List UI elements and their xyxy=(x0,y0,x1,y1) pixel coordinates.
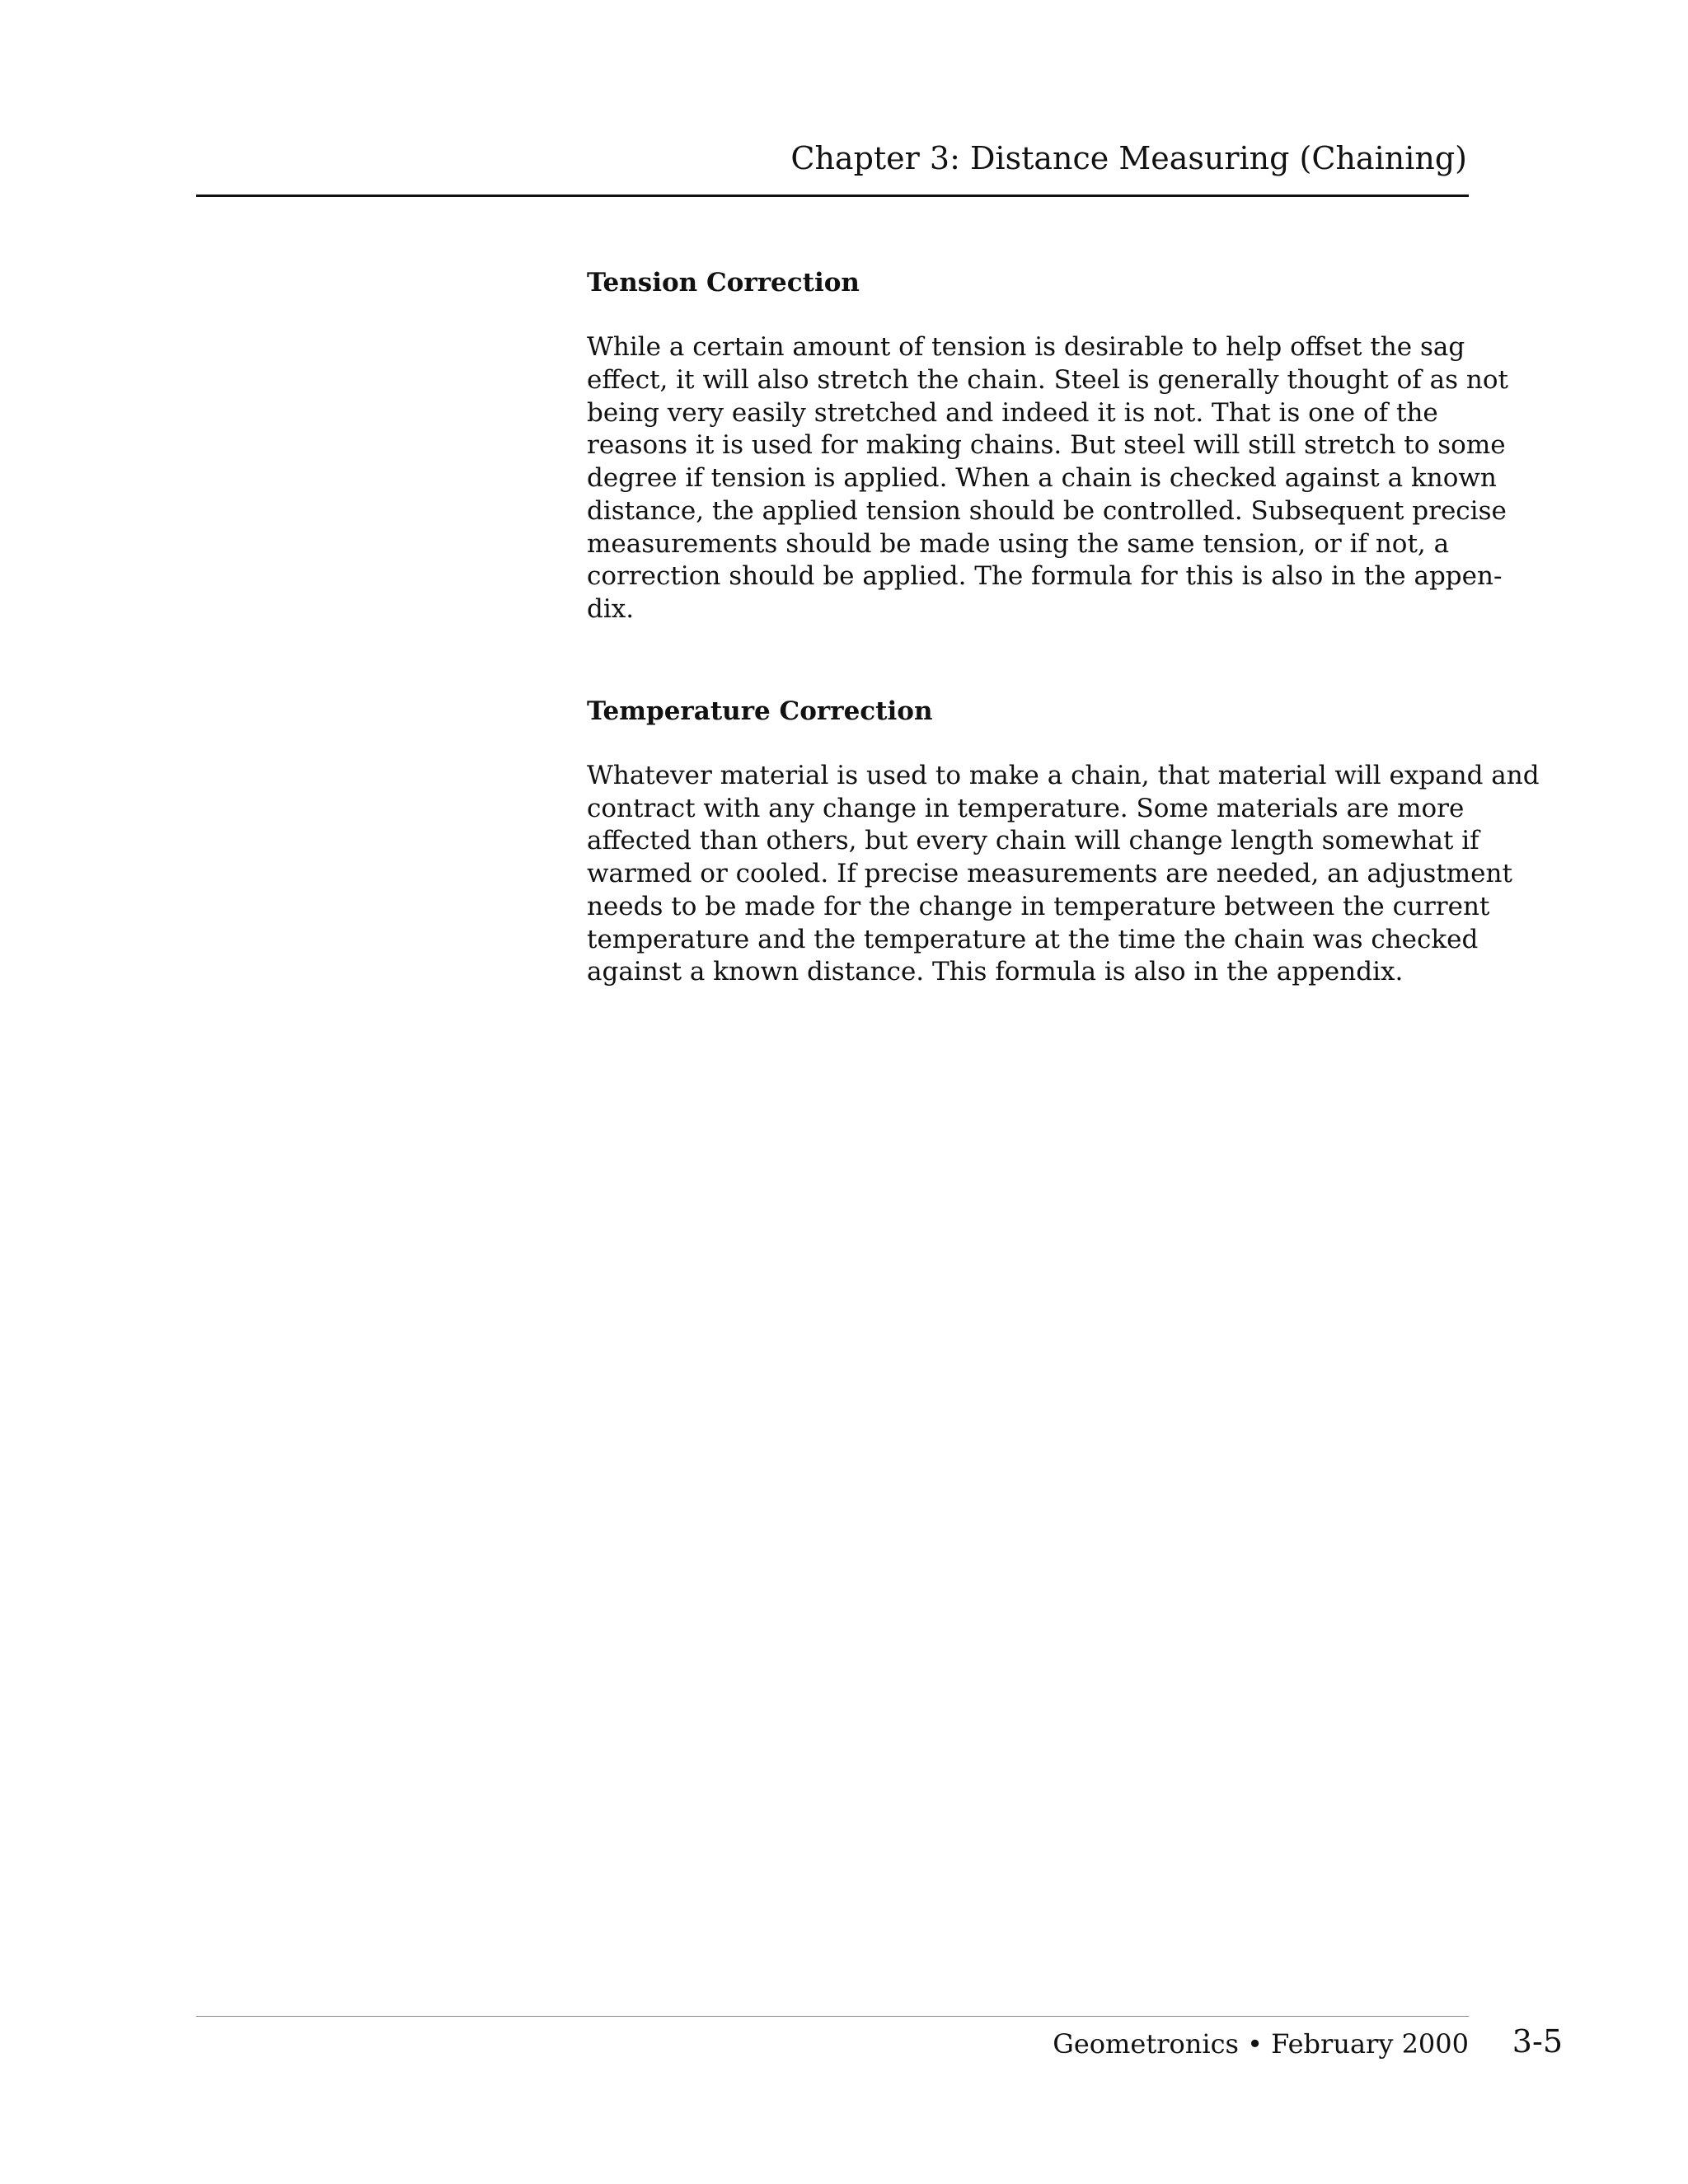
text-line: warmed or cooled. If precise measurements are needed, an adjustment xyxy=(587,859,1512,888)
section-tension-correction xyxy=(587,265,1508,626)
footer-rule xyxy=(196,2016,1469,2017)
footer-publisher-date: Geometronics • February 2000 xyxy=(1053,2028,1469,2060)
text-line: against a known distance. This formula is also in the appendix. xyxy=(587,957,1404,987)
text-line: While a certain amount of tension is desirable to help offset the sag xyxy=(587,332,1465,362)
section-body xyxy=(587,760,1540,989)
page-number: 3-5 xyxy=(1512,2023,1563,2060)
chapter-title: Chapter 3: Distance Measuring (Chaining) xyxy=(790,140,1467,176)
text-line: dix. xyxy=(587,594,635,624)
text-line: Whatever material is used to make a chain, that material will expand and xyxy=(587,760,1540,790)
text-line: contract with any change in temperature. Some materials are more xyxy=(587,793,1465,823)
text-line: degree if tension is applied. When a chain is checked against a known xyxy=(587,463,1497,493)
text-line: reasons it is used for making chains. But steel will still stretch to some xyxy=(587,430,1506,461)
section-heading: Tension Correction xyxy=(587,268,860,298)
section-temperature-correction xyxy=(587,694,1540,989)
text-line: being very easily stretched and indeed it is not. That is one of the xyxy=(587,397,1438,428)
main-content xyxy=(587,265,1540,989)
text-line: temperature and the temperature at the time the chain was checked xyxy=(587,924,1479,954)
text-line: needs to be made for the change in temperature between the current xyxy=(587,891,1490,921)
text-line: measurements should be made using the same tension, or if not, a xyxy=(587,528,1450,559)
header-rule xyxy=(196,194,1469,197)
text-line: correction should be applied. The formula for this is also in the appen- xyxy=(587,561,1503,592)
section-heading: Temperature Correction xyxy=(587,696,933,726)
section-body xyxy=(587,331,1508,626)
text-line: effect, it will also stretch the chain. Steel is generally thought of as not xyxy=(587,364,1508,395)
text-line: distance, the applied tension should be controlled. Subsequent precise xyxy=(587,495,1507,526)
text-line: affected than others, but every chain will change length somewhat if xyxy=(587,826,1479,856)
